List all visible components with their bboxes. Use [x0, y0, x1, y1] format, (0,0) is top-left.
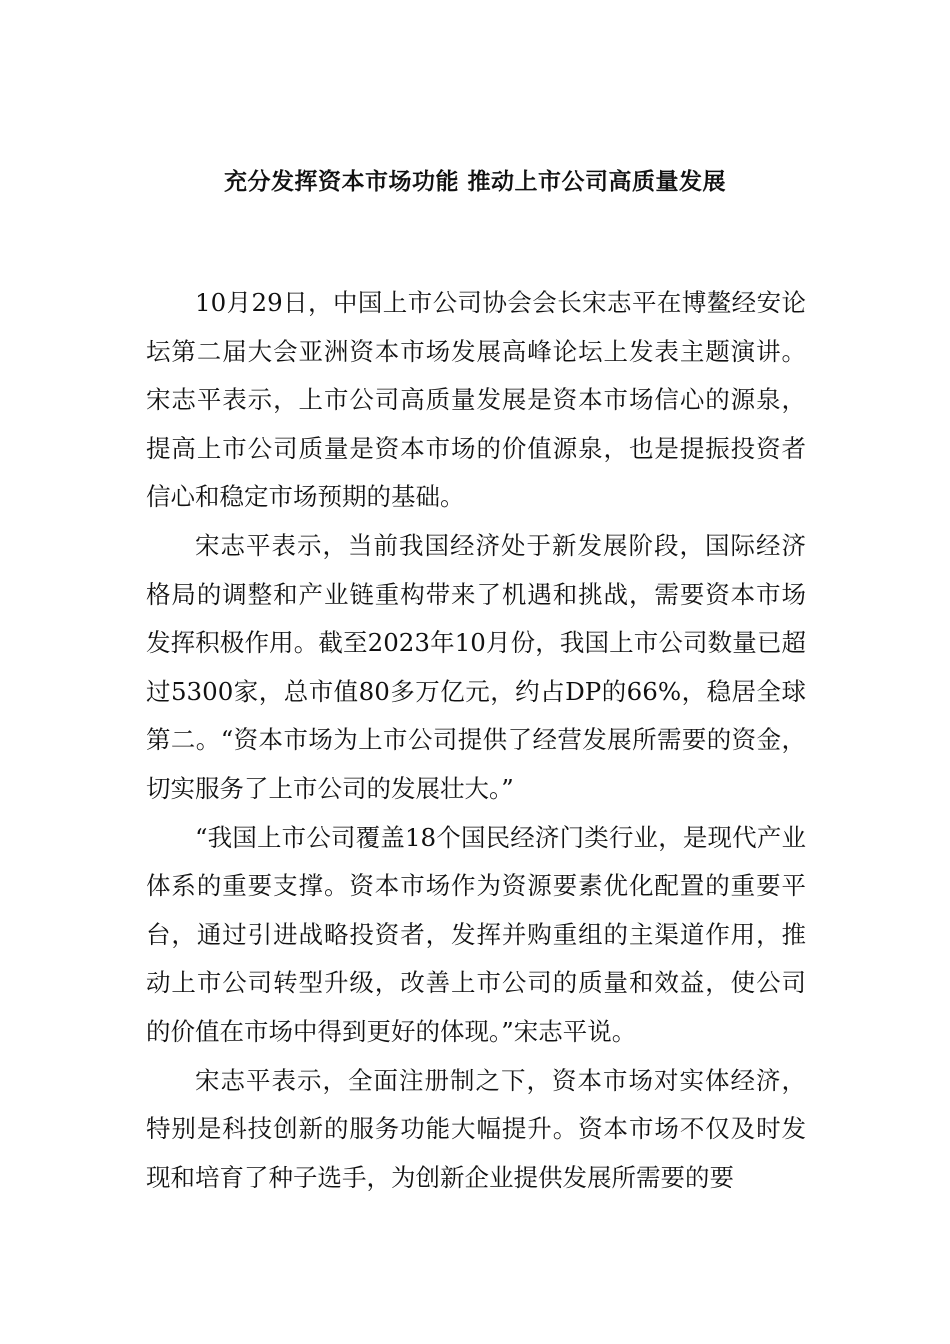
document-body [146, 279, 806, 1202]
paragraph: 10月29日，中国上市公司协会会长宋志平在博鳌经安论坛第二届大会亚洲资本市场发展高峰论坛上发表主题演讲。宋志平表示，上市公司高质量发展是资本市场信心的源泉，提高上市公司质量是资本市场的价值源泉，也是提振投资者信心和稳定市场预期的基础。 [146, 288, 806, 512]
paragraph: 宋志平表示，全面注册制之下，资本市场对实体经济，特别是科技创新的服务功能大幅提升。资本市场不仅及时发现和培育了种子选手，为创新企业提供发展所需要的要 [146, 1065, 806, 1192]
document-title: 充分发挥资本市场功能 推动上市公司高质量发展 [223, 169, 726, 195]
paragraph: “我国上市公司覆盖18个国民经济门类行业，是现代产业体系的重要支撑。资本市场作为资源要素优化配置的重要平台，通过引进战略投资者，发挥并购重组的主渠道作用，推动上市公司转型升级，改善上市公司的质量和效益，使公司的价值在市场中得到更好的体现。”宋志平说。 [146, 822, 806, 1046]
paragraph: 宋志平表示，当前我国经济处于新发展阶段，国际经济格局的调整和产业链重构带来了机遇和挑战，需要资本市场发挥积极作用。截至2023年10月份，我国上市公司数量已超过5300家，总市值80多万亿元，约占DP的66%，稳居全球第二。“资本市场为上市公司提供了经营发展所需要的资金，切实服务了上市公司的发展壮大。” [146, 530, 806, 803]
